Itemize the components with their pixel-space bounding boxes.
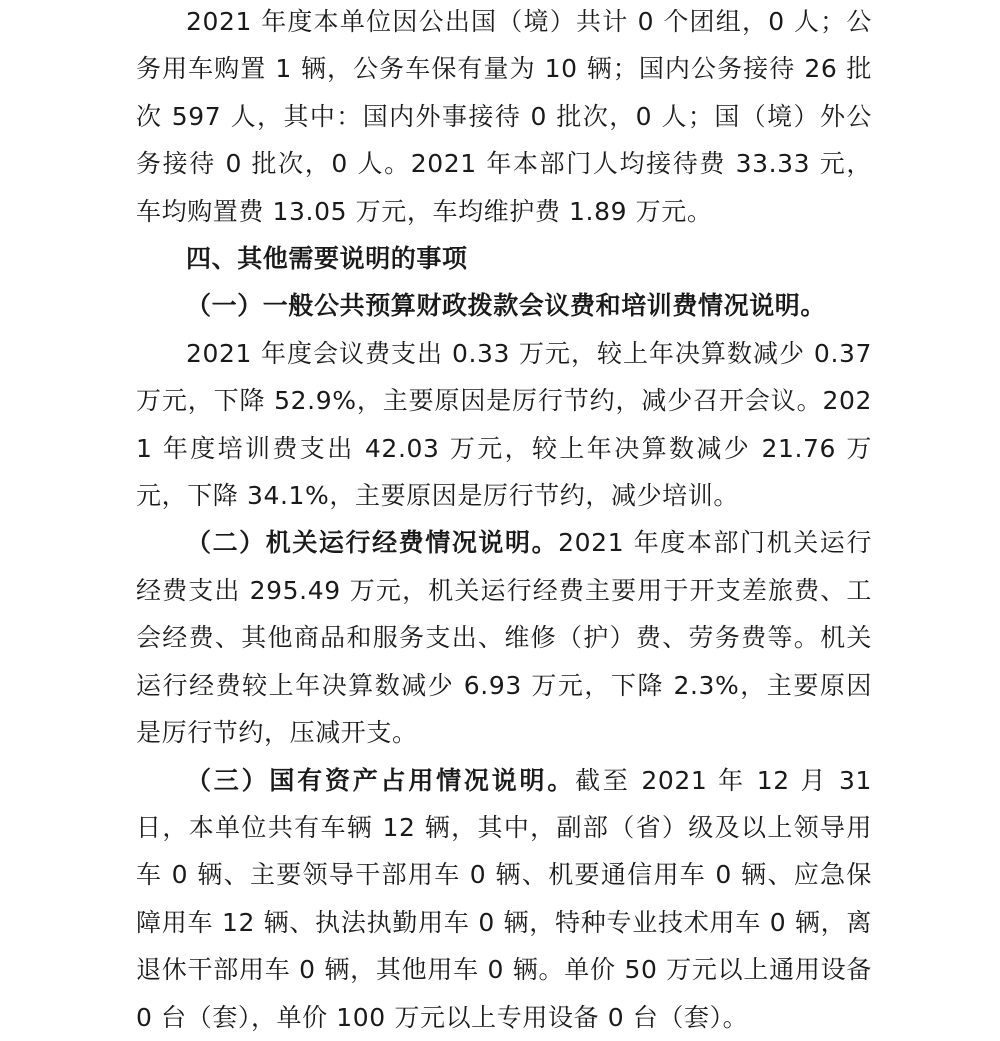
operating-expenses-body: 2021 年度本部门机关运行经费支出 295.49 万元，机关运行经费主要用于开支差旅费、工会经费、其他商品和服务支出、维修（护）费、劳务费等。机关运行经费较上年决算数减少 6.93 万元，下降 2.3%，主要原因是厉行节约，压减开支。 [136,528,872,748]
paragraph-meeting-training-fees: 2021 年度会议费支出 0.33 万元，较上年决算数减少 0.37 万元，下降 52.9%，主要原因是厉行节约，减少召开会议。2021 年度培训费支出 42.03 万元，较上年决算数减少 21.76 万元，下降 34.1%，主要原因是厉行节约，减少培训。 [136,338,872,511]
document-body [136,0,872,1041]
sub-heading-operating-expenses: （二）机关运行经费情况说明。 [186,528,559,558]
paragraph-official-travel-vehicles-reception: 2021 年度本单位因公出国（境）共计 0 个团组，0 人；公务用车购置 1 辆，公务车保有量为 10 辆；国内公务接待 26 批次 597 人，其中：国内外事接待 0 批次，0 人；国（境）外公务接待 0 批次，0 人。2021 年本部门人均接待费 33.33 元，车均购置费 13.05 万元，车均维护费 1.89 万元。 [136,7,872,226]
sub-heading-meeting-training-fees: （一）一般公共预算财政拨款会议费和培训费情况说明。 [186,291,827,321]
section-heading-other-matters: 四、其他需要说明的事项 [186,244,468,274]
paragraph-state-assets [136,757,872,1041]
state-assets-body: 截至 2021 年 12 月 31 日，本单位共有车辆 12 辆，其中，副部（省）级及以上领导用车 0 辆、主要领导干部用车 0 辆、机要通信用车 0 辆、应急保障用车 12 辆、执法执勤用车 0 辆，特种专业技术用车 0 辆，离退休干部用车 0 辆，其他用车 0 辆。单价 50 万元以上通用设备 0 台（套），单价 100 万元以上专用设备 0 台（套）。 [136,765,872,1032]
paragraph-operating-expenses [136,519,872,756]
sub-heading-state-assets: （三）国有资产占用情况说明。 [186,765,576,795]
